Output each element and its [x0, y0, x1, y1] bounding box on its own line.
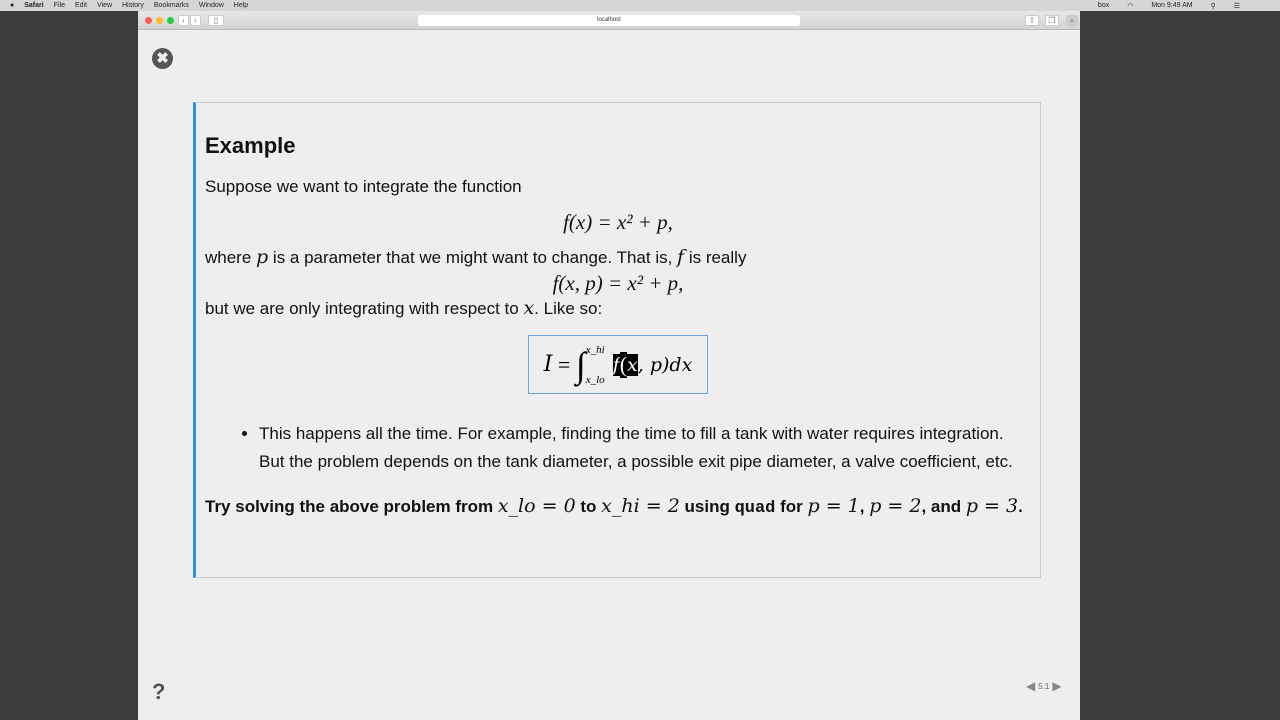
where-text: where p is a parameter that we might want to change. That is, f is really	[205, 246, 747, 268]
address-bar[interactable]: localhost	[418, 15, 800, 26]
only-text: but we are only integrating with respect to x. Like so:	[205, 297, 603, 319]
sidebar-button[interactable]: ▯	[208, 15, 224, 26]
close-slide-button[interactable]: ✖	[152, 48, 173, 69]
equation-1: f(x) = x² + p,	[563, 210, 673, 234]
browser-toolbar	[138, 11, 1080, 30]
integral-equation[interactable]: I = ∫ x_hi x_lo f ( x , p)dx	[528, 335, 708, 394]
menu-file[interactable]: File	[53, 2, 65, 9]
close-window-button[interactable]	[145, 17, 152, 24]
equation-2: f(x, p) = x² + p,	[552, 271, 684, 295]
new-tab-button[interactable]: +	[1066, 15, 1078, 26]
example-box	[193, 102, 1041, 578]
wifi-icon[interactable]: ◠	[1127, 2, 1134, 10]
bullet-item: • This happens all the time. For example, finding the time to fill a tank with water requires integration. But the problem depends on the tank diameter, a possible exit pipe diameter, a valve coefficient, etc.	[259, 420, 1031, 476]
prev-slide-icon[interactable]: ◀	[1026, 679, 1036, 693]
minimize-window-button[interactable]	[156, 17, 163, 24]
slide-title: Example	[205, 133, 296, 158]
next-slide-icon[interactable]: ▶	[1052, 679, 1062, 693]
apple-icon[interactable]: ●	[10, 2, 15, 9]
list-icon[interactable]: ☰	[1233, 2, 1240, 10]
back-button[interactable]: ‹	[178, 15, 189, 26]
selected-f: f	[612, 353, 620, 376]
menu-history[interactable]: History	[122, 2, 144, 9]
menu-help[interactable]: Help	[233, 2, 249, 9]
bullet-list	[259, 420, 1031, 476]
intro-text: Suppose we want to integrate the function	[205, 177, 522, 196]
menu-edit[interactable]: Edit	[74, 2, 88, 9]
menu-window[interactable]: Window	[198, 2, 224, 9]
menu-bar	[0, 0, 1280, 11]
share-button[interactable]: ⇧	[1025, 15, 1039, 26]
search-icon[interactable]: ⚲	[1210, 2, 1216, 10]
box-icon[interactable]: box	[1097, 1, 1110, 9]
menu-view[interactable]: View	[97, 2, 113, 9]
browser-window	[138, 11, 1080, 720]
help-button[interactable]: ?	[152, 679, 166, 704]
zoom-window-button[interactable]	[167, 17, 174, 24]
slide-navigation	[1026, 679, 1062, 693]
slide-number: 5.1	[1038, 681, 1050, 691]
forward-button[interactable]: ›	[190, 15, 201, 26]
clock[interactable]: Mon 9:49 AM	[1151, 1, 1193, 9]
menu-app[interactable]: Safari	[24, 2, 44, 9]
tabs-button[interactable]: ❐	[1045, 15, 1059, 26]
task-text: Try solving the above problem from x_lo = 0 to x_hi = 2 using quad for p = 1, p = 2, and p = 3.	[205, 495, 1023, 518]
menu-bookmarks[interactable]: Bookmarks	[153, 2, 189, 9]
